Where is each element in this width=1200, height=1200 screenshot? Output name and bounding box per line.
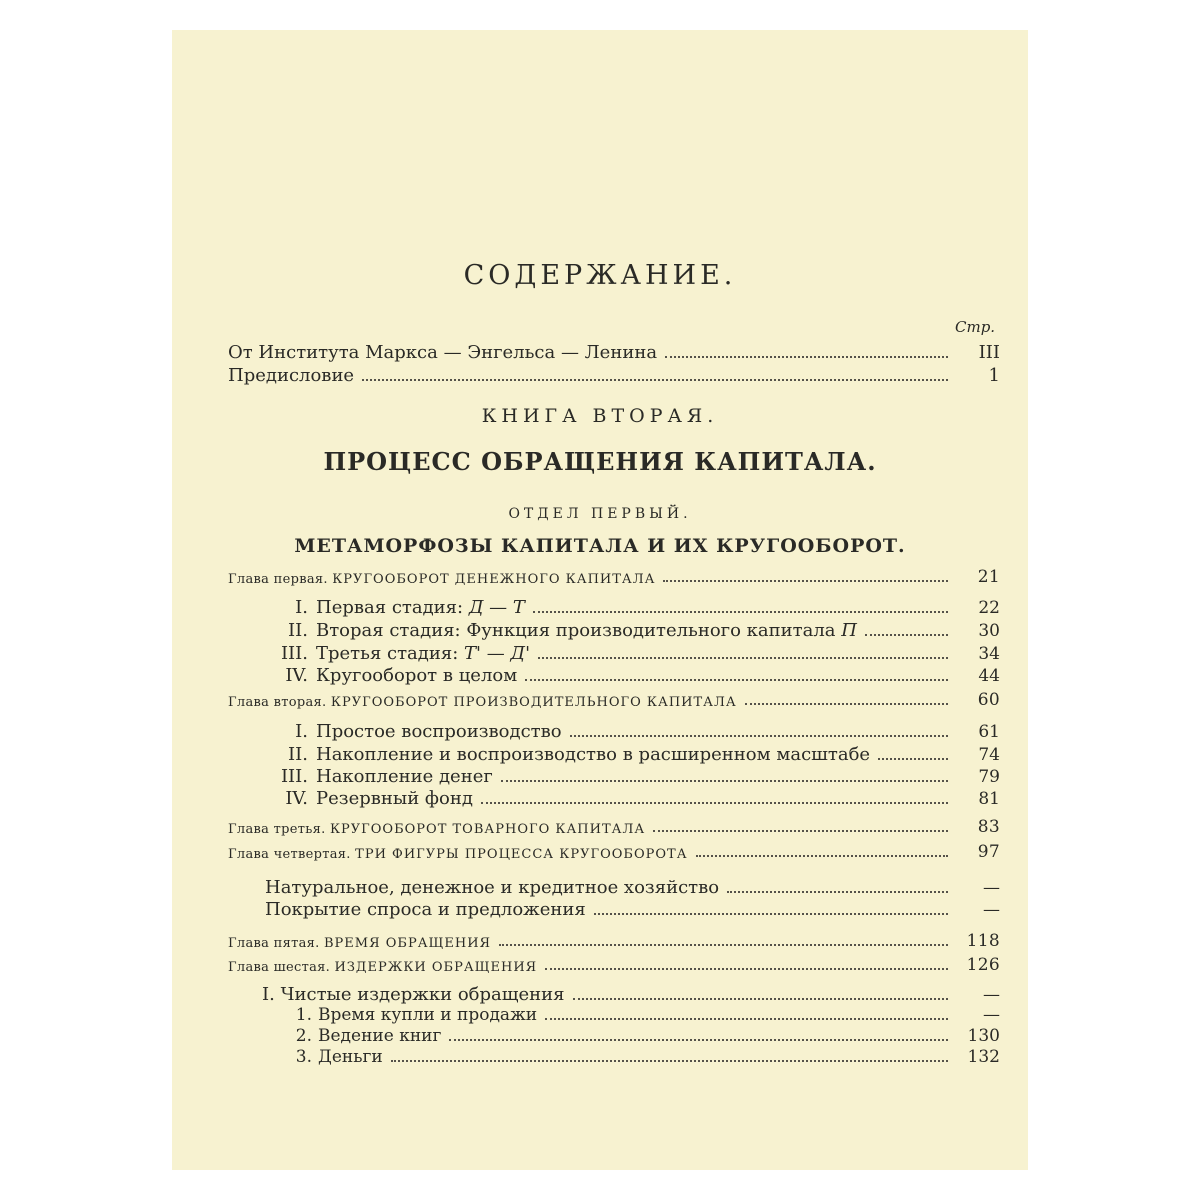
toc-subsection[interactable]: 2. Ведение книг 130: [295, 1026, 1000, 1046]
toc-entry-institute[interactable]: От Института Маркса — Энгельса — Ленина III: [228, 342, 1000, 363]
page-number: III: [978, 342, 1000, 363]
toc-section[interactable]: II. Вторая стадия: Функция производительного капитала П 30: [288, 620, 1000, 641]
leader-dots: [449, 1039, 948, 1041]
leader-dots: [663, 580, 948, 582]
page-number: 97: [977, 842, 1000, 862]
leader-dots: [665, 356, 948, 358]
page-number: 130: [967, 1026, 1000, 1046]
leader-dots: [525, 679, 948, 681]
leader-dots: [727, 891, 948, 893]
page-number: 34: [978, 644, 1000, 664]
page-number: 118: [966, 931, 1000, 951]
toc-section[interactable]: IV. Кругооборот в целом 44: [285, 665, 1000, 686]
leader-dots: [499, 944, 948, 946]
toc-subsection[interactable]: 1. Время купли и продажи —: [295, 1005, 1000, 1025]
book-label: КНИГА ВТОРАЯ.: [481, 405, 719, 427]
toc-subsection[interactable]: 3. Деньги 132: [295, 1047, 1000, 1067]
page-column-header: Стр.: [955, 318, 996, 336]
toc-section[interactable]: IV. Резервный фонд 81: [285, 788, 1000, 809]
leader-dots: [545, 968, 948, 970]
leader-dots: [696, 855, 948, 857]
leader-dots: [745, 703, 948, 705]
page-number: 22: [978, 598, 1000, 618]
page-number: —: [983, 900, 1000, 920]
page-number: 30: [978, 621, 1000, 641]
leader-dots: [501, 780, 948, 782]
page-number: —: [983, 878, 1000, 898]
department-title: МЕТАМОРФОЗЫ КАПИТАЛА И ИХ КРУГООБОРОТ.: [294, 535, 906, 557]
leader-dots: [391, 1060, 948, 1062]
toc-section[interactable]: III. Третья стадия: Т' — Д' 34: [280, 643, 1000, 664]
leader-dots: [533, 611, 948, 613]
leader-dots: [362, 379, 948, 381]
leader-dots: [545, 1018, 948, 1020]
page-number: 1: [988, 365, 1000, 386]
leader-dots: [570, 735, 948, 737]
toc-chapter-2[interactable]: Глава вторая. КРУГООБОРОТ ПРОИЗВОДИТЕЛЬНОГО КАПИТАЛА 60: [228, 690, 1000, 710]
page-number: 79: [978, 767, 1000, 787]
page-number: 132: [967, 1047, 1000, 1067]
leader-dots: [878, 758, 948, 760]
page-number: —: [983, 985, 1000, 1005]
toc-chapter-1[interactable]: Глава первая. КРУГООБОРОТ ДЕНЕЖНОГО КАПИТАЛА 21: [228, 567, 1000, 587]
toc-chapter-6[interactable]: Глава шестая. ИЗДЕРЖКИ ОБРАЩЕНИЯ 126: [228, 955, 1000, 975]
toc-section[interactable]: Покрытие спроса и предложения —: [265, 899, 1000, 920]
page-number: —: [983, 1005, 1000, 1025]
page-number: 60: [977, 690, 1000, 710]
leader-dots: [538, 657, 948, 659]
toc-chapter-4[interactable]: Глава четвертая. ТРИ ФИГУРЫ ПРОЦЕССА КРУГООБОРОТА 97: [228, 842, 1000, 862]
page-number: 44: [978, 666, 1000, 686]
leader-dots: [573, 998, 949, 1000]
leader-dots: [653, 830, 948, 832]
toc-chapter-3[interactable]: Глава третья. КРУГООБОРОТ ТОВАРНОГО КАПИТАЛА 83: [228, 817, 1000, 837]
toc-section[interactable]: Натуральное, денежное и кредитное хозяйство —: [265, 877, 1000, 898]
toc-section[interactable]: II. Накопление и воспроизводство в расширенном масштабе 74: [288, 744, 1000, 765]
toc-section[interactable]: I. Простое воспроизводство 61: [295, 721, 1000, 742]
book-title: ПРОЦЕСС ОБРАЩЕНИЯ КАПИТАЛА.: [323, 447, 877, 476]
leader-dots: [594, 913, 948, 915]
page-number: 83: [977, 817, 1000, 837]
page-title: СОДЕРЖАНИЕ.: [463, 260, 737, 291]
toc-chapter-5[interactable]: Глава пятая. ВРЕМЯ ОБРАЩЕНИЯ 118: [228, 931, 1000, 951]
leader-dots: [481, 802, 948, 804]
leader-dots: [865, 634, 948, 636]
toc-section[interactable]: III. Накопление денег 79: [280, 766, 1000, 787]
page-number: 126: [966, 955, 1000, 975]
page-number: 74: [978, 745, 1000, 765]
page-number: 81: [978, 789, 1000, 809]
page-number: 61: [978, 722, 1000, 742]
toc-section[interactable]: I. Чистые издержки обращения —: [262, 984, 1000, 1005]
toc-entry-preface[interactable]: Предисловие 1: [228, 365, 1000, 386]
page-number: 21: [977, 567, 1000, 587]
toc-section[interactable]: I. Первая стадия: Д — Т 22: [295, 597, 1000, 618]
department-label: ОТДЕЛ ПЕРВЫЙ.: [508, 506, 692, 522]
